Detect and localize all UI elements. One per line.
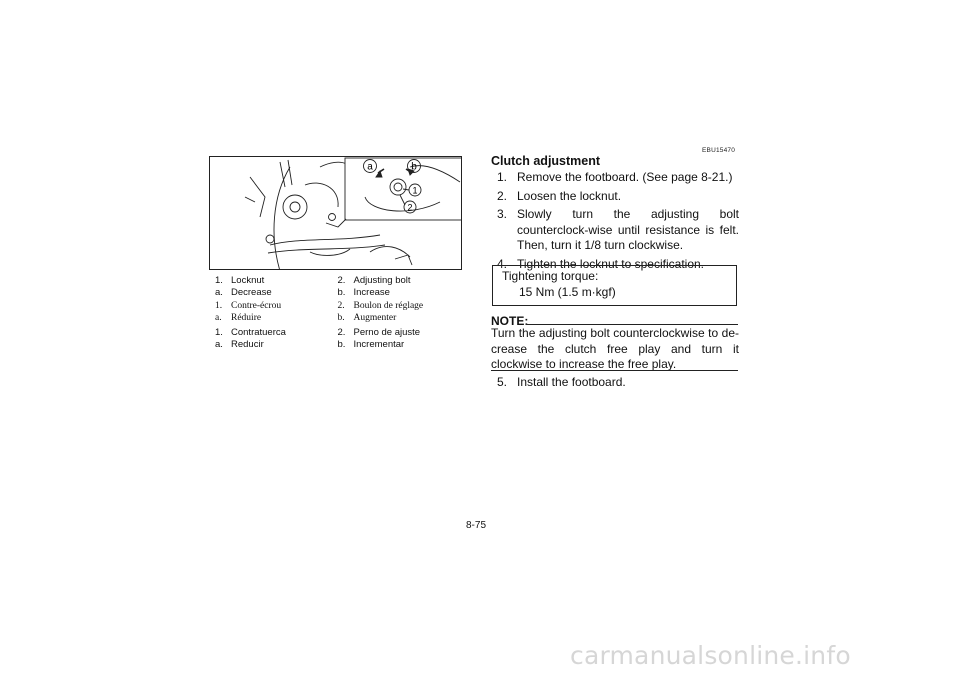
- step-number: 5.: [497, 375, 508, 389]
- legend-text: Réduire: [231, 312, 262, 323]
- step-text: Tighten the locknut to specification.: [517, 256, 704, 271]
- section-code: EBU15470: [702, 147, 736, 154]
- legend-row: [215, 275, 460, 287]
- note-divider: [526, 324, 738, 325]
- legend-num: 1.: [215, 327, 223, 338]
- legend-spanish: [215, 327, 460, 350]
- torque-spec-box: [492, 265, 737, 306]
- callout-b: b: [411, 161, 417, 173]
- steps-list: [497, 170, 739, 275]
- list-item: [497, 207, 739, 254]
- list-item: [497, 170, 739, 186]
- legend-num: a.: [215, 286, 223, 298]
- spec-value: 15 Nm (1.5 m·kgf): [519, 284, 616, 299]
- step-number: 3.: [497, 207, 508, 221]
- legend-text: Perno de ajuste: [353, 327, 421, 338]
- legend-num: a.: [215, 312, 222, 323]
- spec-label: Tightening torque:: [502, 269, 599, 283]
- list-item: [497, 189, 739, 205]
- section-heading: Clutch adjustment: [491, 154, 601, 168]
- legend-english: [215, 275, 460, 298]
- note-text: Turn the adjusting bolt counterclockwise to de-crease the clutch free play and turn it clockwise to increase the free play.: [491, 326, 739, 371]
- legend-row: [215, 339, 460, 351]
- legend-text: Reducir: [231, 338, 264, 350]
- legend-num: 1.: [215, 275, 223, 286]
- legend-row: [215, 301, 460, 313]
- legend-text: Increase: [353, 286, 390, 298]
- legend-text: Contre-écrou: [231, 301, 282, 311]
- step-text: Install the footboard.: [517, 375, 626, 389]
- legend-num: 1.: [215, 301, 223, 311]
- callout-a: a: [367, 161, 373, 173]
- legend-text: Contratuerca: [231, 327, 286, 338]
- page-number: 8-75: [466, 520, 487, 531]
- legend-num: a.: [215, 338, 223, 350]
- legend-text: Incrementar: [353, 338, 405, 350]
- legend-text: Locknut: [231, 275, 265, 286]
- step-number: 2.: [497, 188, 508, 203]
- legend-num: 2.: [337, 275, 346, 286]
- callout-2: 2: [407, 202, 413, 213]
- watermark-text: carmanualsonline.info: [570, 641, 851, 670]
- step-text: Slowly turn the adjusting bolt counterclock-wise until resistance is felt. Then, turn it 1/8 turn clockwise.: [517, 207, 739, 252]
- note-end-divider: [491, 370, 738, 371]
- legend-french: [215, 301, 460, 324]
- step-number: 1.: [497, 170, 508, 184]
- legend-num: b.: [337, 312, 345, 323]
- step-number: 4.: [497, 256, 508, 271]
- legend-num: b.: [337, 338, 346, 350]
- legend-text: Decrease: [231, 286, 272, 298]
- legend-text: Adjusting bolt: [353, 275, 411, 286]
- step-text: Loosen the locknut.: [517, 188, 622, 203]
- callout-1: 1: [412, 185, 418, 196]
- legend-text: Boulon de réglage: [353, 301, 424, 311]
- legend-row: [215, 313, 460, 325]
- legend-row: [215, 287, 460, 299]
- legend-num: 2.: [337, 327, 346, 338]
- legend-num: b.: [337, 286, 346, 298]
- clutch-illustration: [209, 156, 462, 270]
- legend-row: [215, 327, 460, 339]
- figure-legend: [215, 275, 460, 353]
- clutch-line-drawing: [210, 157, 462, 270]
- note-label: NOTE:: [491, 314, 529, 328]
- step-text: Remove the footboard. (See page 8-21.): [517, 170, 733, 184]
- legend-num: 2.: [337, 301, 345, 311]
- legend-text: Augmenter: [353, 312, 397, 323]
- list-item: [497, 375, 739, 391]
